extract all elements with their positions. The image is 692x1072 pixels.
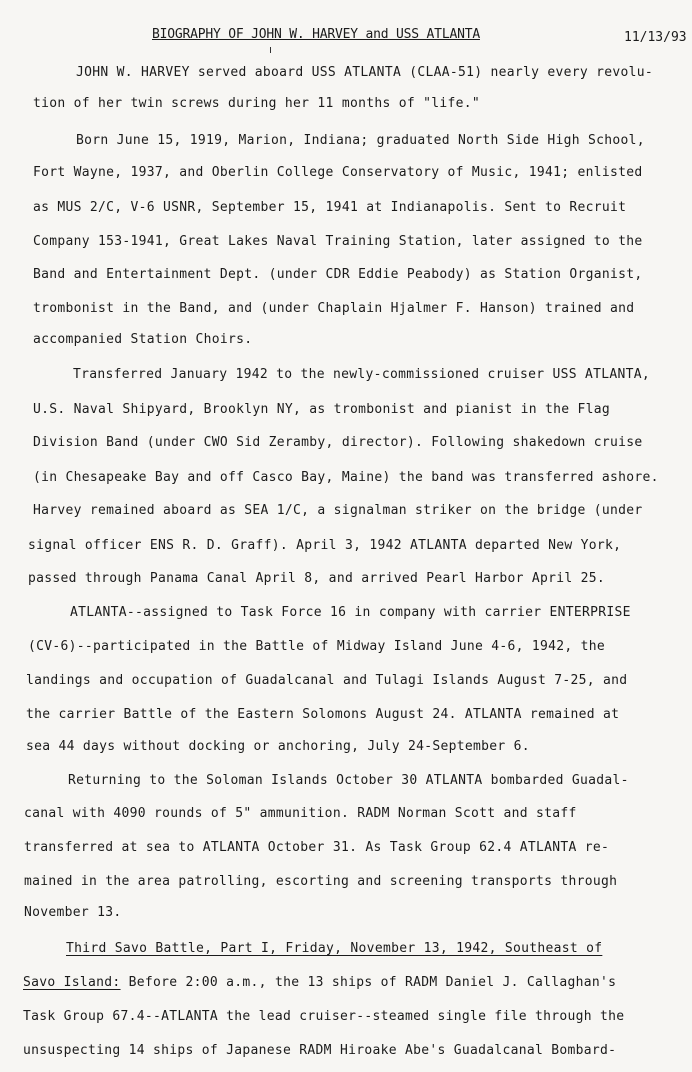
document-date: 11/13/93 bbox=[624, 30, 687, 45]
text-line: Company 153-1941, Great Lakes Naval Training Station, later assigned to the bbox=[33, 234, 643, 249]
text-line: trombonist in the Band, and (under Chaplain Hjalmer F. Hanson) trained and bbox=[33, 301, 635, 316]
text-line: unsuspecting 14 ships of Japanese RADM Hiroake Abe's Guadalcanal Bombard- bbox=[23, 1043, 617, 1058]
text-line: Task Group 67.4--ATLANTA the lead cruiser--steamed single file through the bbox=[23, 1009, 625, 1024]
section-heading-continued: Savo Island: bbox=[23, 975, 121, 990]
text-line: JOHN W. HARVEY served aboard USS ATLANTA (CLAA-51) nearly every revolu- bbox=[76, 65, 653, 80]
text-line: Born June 15, 1919, Marion, Indiana; graduated North Side High School, bbox=[76, 133, 645, 148]
text-line: Returning to the Soloman Islands October 30 ATLANTA bombarded Guadal- bbox=[68, 773, 629, 788]
text-line: signal officer ENS R. D. Graff). April 3, 1942 ATLANTA departed New York, bbox=[28, 538, 622, 553]
text-line: ATLANTA--assigned to Task Force 16 in company with carrier ENTERPRISE bbox=[70, 605, 631, 620]
text-line: (in Chesapeake Bay and off Casco Bay, Maine) the band was transferred ashore. bbox=[33, 470, 659, 485]
text-line: U.S. Naval Shipyard, Brooklyn NY, as trombonist and pianist in the Flag bbox=[33, 402, 610, 417]
text-line: Transferred January 1942 to the newly-commissioned cruiser USS ATLANTA, bbox=[73, 367, 650, 382]
text-line-remainder: Before 2:00 a.m., the 13 ships of RADM Daniel J. Callaghan's bbox=[120, 975, 617, 990]
text-line: Harvey remained aboard as SEA 1/C, a signalman striker on the bridge (under bbox=[33, 503, 643, 518]
text-line: as MUS 2/C, V-6 USNR, September 15, 1941 at Indianapolis. Sent to Recruit bbox=[33, 200, 627, 215]
text-line: landings and occupation of Guadalcanal and Tulagi Islands August 7-25, and bbox=[26, 673, 628, 688]
text-line: tion of her twin screws during her 11 months of "life." bbox=[33, 96, 480, 111]
text-line: sea 44 days without docking or anchoring, July 24-September 6. bbox=[26, 739, 530, 754]
text-line: accompanied Station Choirs. bbox=[33, 332, 253, 347]
typewriter-mark bbox=[270, 47, 271, 53]
text-line bbox=[23, 974, 616, 992]
document-title: BIOGRAPHY OF JOHN W. HARVEY and USS ATLANTA bbox=[152, 27, 480, 42]
text-line: Division Band (under CWO Sid Zeramby, director). Following shakedown cruise bbox=[33, 435, 643, 450]
section-heading: Third Savo Battle, Part I, Friday, November 13, 1942, Southeast of bbox=[66, 941, 603, 956]
text-line: Band and Entertainment Dept. (under CDR Eddie Peabody) as Station Organist, bbox=[33, 267, 643, 282]
text-line: passed through Panama Canal April 8, and arrived Pearl Harbor April 25. bbox=[28, 571, 605, 586]
text-line: the carrier Battle of the Eastern Solomons August 24. ATLANTA remained at bbox=[26, 707, 620, 722]
text-line: transferred at sea to ATLANTA October 31. As Task Group 62.4 ATLANTA re- bbox=[24, 840, 610, 855]
text-line: canal with 4090 rounds of 5" ammunition. RADM Norman Scott and staff bbox=[24, 806, 577, 821]
text-line: mained in the area patrolling, escorting and screening transports through bbox=[24, 874, 618, 889]
text-line: November 13. bbox=[24, 905, 122, 920]
text-line: Fort Wayne, 1937, and Oberlin College Conservatory of Music, 1941; enlisted bbox=[33, 165, 643, 180]
text-line: (CV-6)--participated in the Battle of Midway Island June 4-6, 1942, the bbox=[28, 639, 605, 654]
